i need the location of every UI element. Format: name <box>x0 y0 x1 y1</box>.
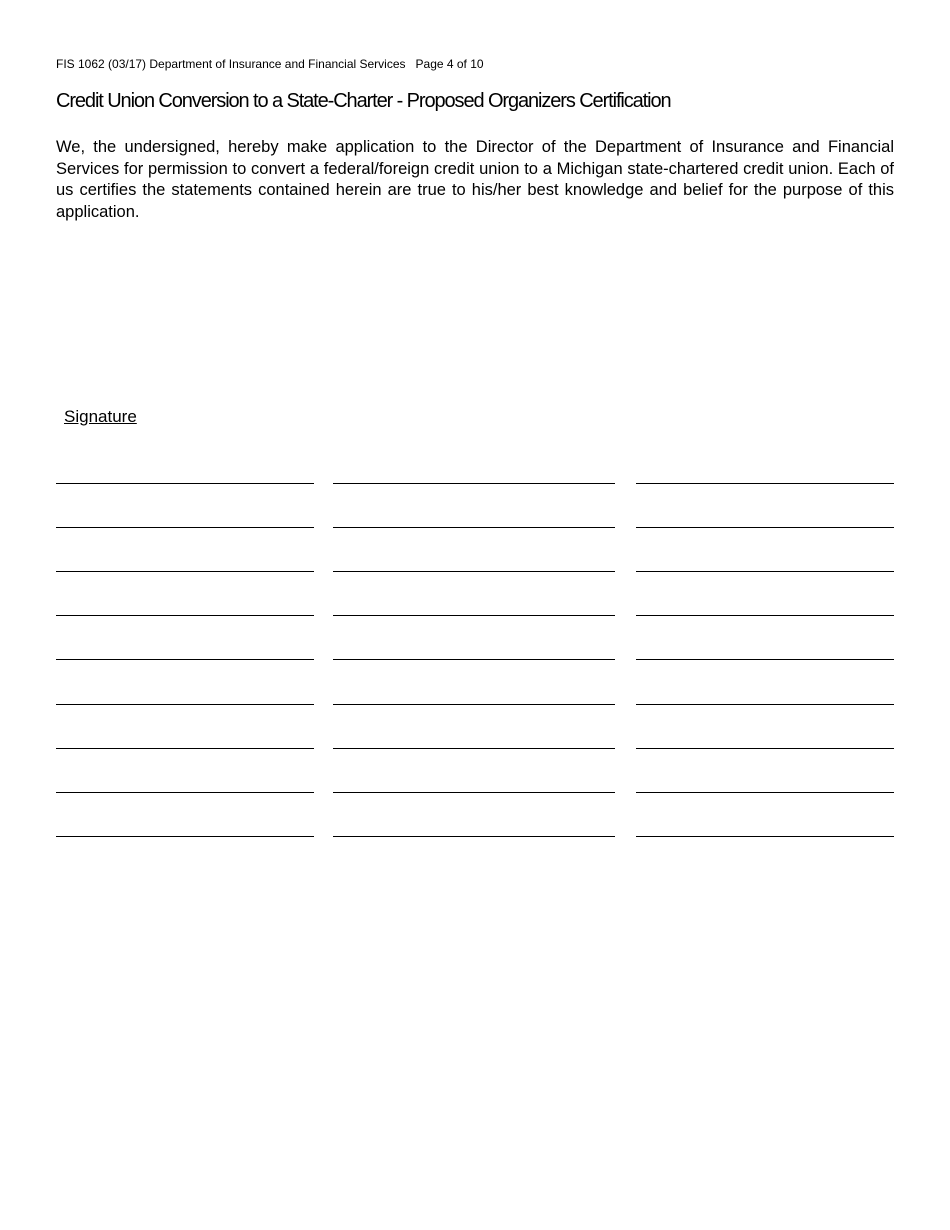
signature-line[interactable] <box>333 527 615 528</box>
page-title: Credit Union Conversion to a State-Charter - Proposed Organizers Certification <box>56 90 671 112</box>
signature-line[interactable] <box>56 571 314 572</box>
signature-line[interactable] <box>333 836 615 837</box>
signature-line[interactable] <box>56 527 314 528</box>
signature-line[interactable] <box>333 748 615 749</box>
signature-line[interactable] <box>56 792 314 793</box>
signature-line[interactable] <box>56 483 314 484</box>
signature-line[interactable] <box>636 748 894 749</box>
signature-line[interactable] <box>56 748 314 749</box>
signature-line[interactable] <box>333 704 615 705</box>
signature-label: Signature <box>64 407 137 426</box>
signature-line[interactable] <box>636 615 894 616</box>
signature-line[interactable] <box>636 659 894 660</box>
signature-line[interactable] <box>56 659 314 660</box>
signature-line[interactable] <box>636 571 894 572</box>
certification-paragraph: We, the undersigned, hereby make application to the Director of the Department of Insurance and Financial Services for permission to convert a federal/foreign credit union to a Michigan state-chartered credit union. Each of us certifies the statements contained herein are true to his/her best knowledge and belief for the purpose of this application. <box>56 138 894 221</box>
signature-line[interactable] <box>333 571 615 572</box>
signature-line[interactable] <box>636 836 894 837</box>
signature-line[interactable] <box>56 704 314 705</box>
signature-line[interactable] <box>56 836 314 837</box>
signature-line[interactable] <box>636 704 894 705</box>
signature-line[interactable] <box>636 792 894 793</box>
signature-line[interactable] <box>333 792 615 793</box>
signature-line[interactable] <box>333 615 615 616</box>
signature-line[interactable] <box>333 659 615 660</box>
form-header: FIS 1062 (03/17) Department of Insurance and Financial Services Page 4 of 10 <box>56 57 484 71</box>
signature-line[interactable] <box>56 615 314 616</box>
signature-line[interactable] <box>333 483 615 484</box>
signature-line[interactable] <box>636 527 894 528</box>
signature-line[interactable] <box>636 483 894 484</box>
